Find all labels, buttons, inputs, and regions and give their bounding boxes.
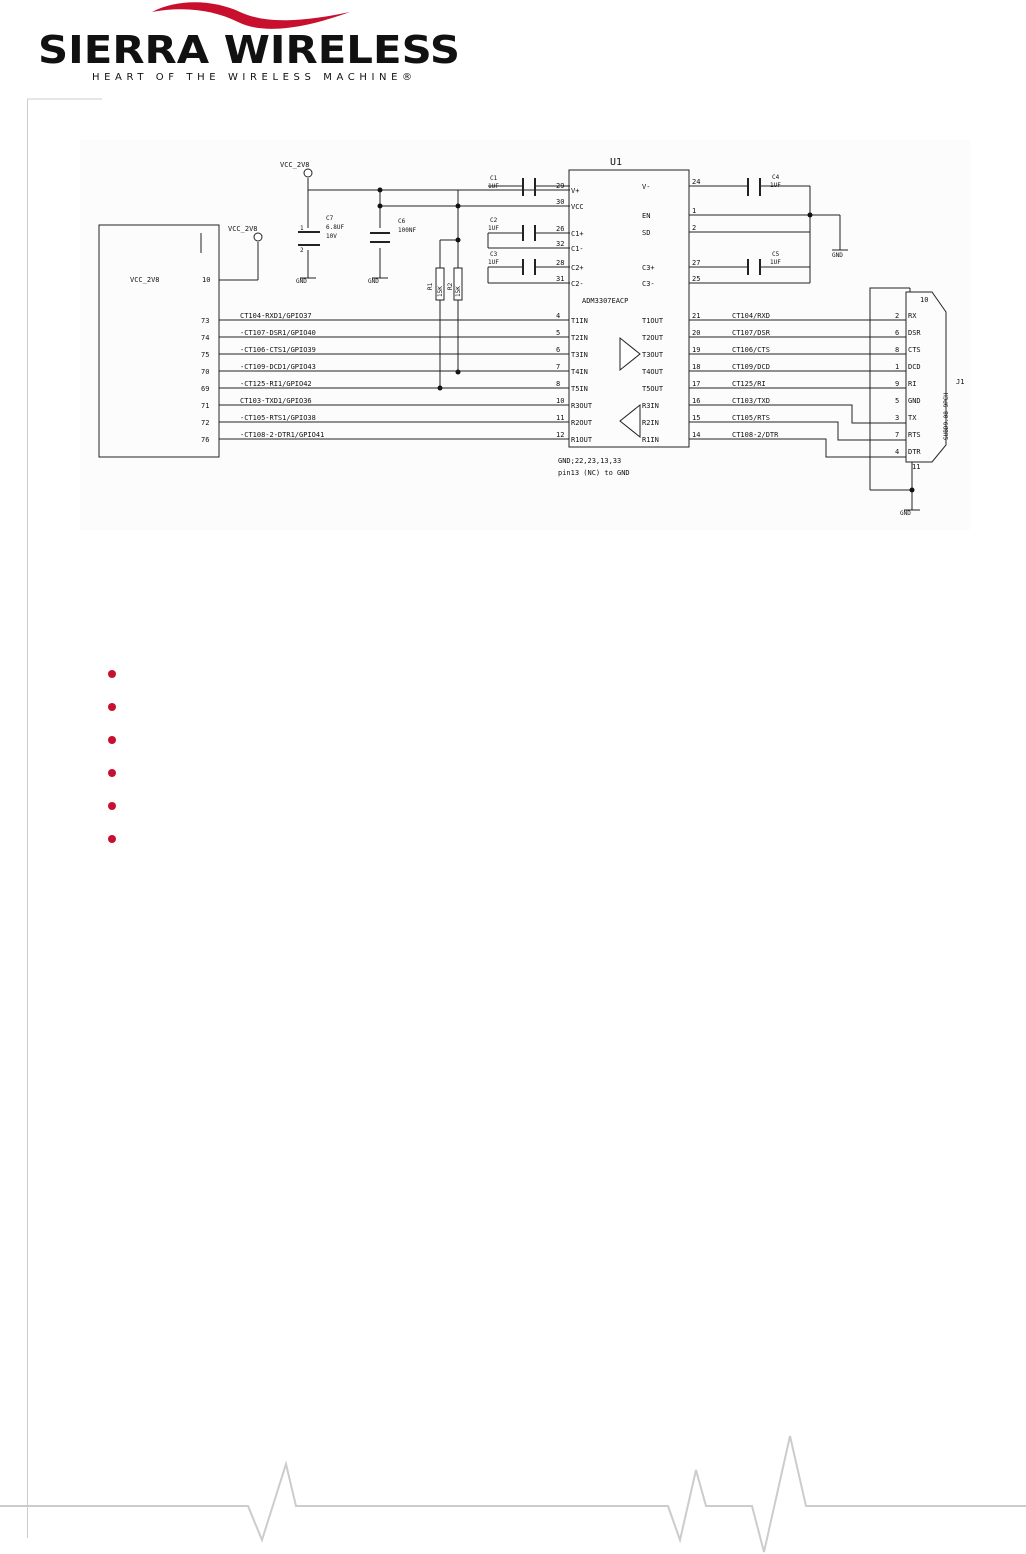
connector-signal-label: CT125/RI — [732, 380, 766, 388]
connector-pin-name: RX — [908, 312, 917, 320]
bullet-dot-icon — [108, 736, 116, 744]
chip-pin-number: 1 — [692, 207, 697, 215]
connector-pin-name: DCD — [908, 363, 921, 371]
module-signal-label: -CT125-RI1/GPIO42 — [240, 380, 312, 388]
chip-pin-number: 7 — [556, 363, 561, 371]
chip-pin-number: 19 — [692, 346, 701, 354]
connector-signal-label: CT109/DCD — [732, 363, 770, 371]
bullet-dot-icon — [108, 802, 116, 810]
connector-signal-label: CT108-2/DTR — [732, 431, 779, 439]
vcc-label-module: VCC_2V8 — [228, 225, 258, 233]
c7-pin-2: 2 — [300, 247, 304, 254]
chip-pin-number: 18 — [692, 363, 701, 371]
chip-pin-name: R3IN — [642, 402, 659, 410]
c4-value: 1UF — [770, 182, 781, 189]
chip-pin-number: 5 — [556, 329, 561, 337]
c3-ref: C3 — [490, 251, 498, 258]
module-pin-number: 75 — [201, 351, 210, 359]
connector-pin-number: 2 — [895, 312, 900, 320]
chip-pin-name: T3IN — [571, 351, 588, 359]
connector-pin-name: DSR — [908, 329, 921, 337]
chip-pin-name: R1IN — [642, 436, 659, 444]
module-signal-label: -CT107-DSR1/GPIO40 — [240, 329, 316, 337]
connector-pin-number: 5 — [895, 397, 900, 405]
chip-pin-name: T1OUT — [642, 317, 664, 325]
connector-signal-label: CT105/RTS — [732, 414, 770, 422]
gnd-label-bottom: GND — [900, 510, 911, 517]
module-pin-number: 70 — [201, 368, 210, 376]
chip-pin-name: T5IN — [571, 385, 588, 393]
chip-pin-name: T3OUT — [642, 351, 664, 359]
chip-pin-number: 14 — [692, 431, 701, 439]
c2-ref: C2 — [490, 217, 498, 224]
r2-ref: R2 — [447, 282, 454, 290]
logo-wordmark: SIERRA WIRELESS — [38, 28, 460, 72]
bullet-dot-icon — [108, 835, 116, 843]
c4-ref: C4 — [772, 174, 780, 181]
logo-tagline: HEART OF THE WIRELESS MACHINE® — [92, 72, 412, 83]
c5-value: 1UF — [770, 259, 781, 266]
chip-pin-number: 28 — [556, 259, 565, 267]
connector-pin-number: 3 — [895, 414, 900, 422]
connector-pin-name: RTS — [908, 431, 921, 439]
connector-pin-name: CTS — [908, 346, 921, 354]
chip-pin-name: C2+ — [571, 264, 584, 272]
chip-pin-number: 30 — [556, 198, 565, 206]
chip-pin-name: SD — [642, 229, 651, 237]
c7-value: 6.8UF — [326, 224, 345, 231]
chip-pin-number: 21 — [692, 312, 701, 320]
chip-pin-number: 11 — [556, 414, 565, 422]
module-signal-label: CT103-TXD1/GPIO36 — [240, 397, 312, 405]
connector-pin-number: 7 — [895, 431, 900, 439]
chip-pin-name: C3- — [642, 280, 655, 288]
chip-pin-name: C1- — [571, 245, 584, 253]
connector-signal-label: CT106/CTS — [732, 346, 770, 354]
chip-pin-number: 29 — [556, 182, 565, 190]
c1-ref: C1 — [490, 175, 498, 182]
chip-pin-number: 31 — [556, 275, 565, 283]
module-signal-label: -CT109-DCD1/GPIO43 — [240, 363, 316, 371]
bullet-dot-icon — [108, 703, 116, 711]
bullet-dot-icon — [108, 670, 116, 678]
chip-pin-number: 2 — [692, 224, 697, 232]
chip-pin-name: C1+ — [571, 230, 584, 238]
gnd-note: GND;22,23,13,33 — [558, 457, 622, 465]
connector-signal-label: CT103/TXD — [732, 397, 770, 405]
gnd-label-c6: GND — [368, 278, 379, 285]
module-pin-number: 73 — [201, 317, 210, 325]
module-vcc-pin: 10 — [202, 276, 211, 284]
chip-pin-name: EN — [642, 212, 651, 220]
connector-pin-number: 6 — [895, 329, 900, 337]
chip-pin-number: 24 — [692, 178, 701, 186]
chip-pin-name: T1IN — [571, 317, 588, 325]
module-signal-label: -CT108-2-DTR1/GPIO41 — [240, 431, 325, 439]
connector-signal-label: CT104/RXD — [732, 312, 770, 320]
bullet-dot-icon — [108, 769, 116, 777]
gnd-label-c7: GND — [296, 278, 307, 285]
module-pin-number: 69 — [201, 385, 210, 393]
connector-pin-4: 4 — [895, 448, 900, 456]
chip-pin-name: R3OUT — [571, 402, 593, 410]
chip-ref-label: U1 — [610, 157, 623, 168]
c7-pin-1: 1 — [300, 225, 304, 232]
c2-value: 1UF — [488, 225, 499, 232]
chip-pin-number: 6 — [556, 346, 561, 354]
pin-note: pin13 (NC) to GND — [558, 469, 630, 477]
chip-pin-name: T2OUT — [642, 334, 664, 342]
chip-pin-number: 16 — [692, 397, 701, 405]
chip-pin-number: 15 — [692, 414, 701, 422]
module-vcc-label: VCC_2V8 — [130, 276, 160, 284]
module-pin-number: 74 — [201, 334, 210, 342]
connector-pin-name: TX — [908, 414, 917, 422]
module-pin-number: 72 — [201, 419, 210, 427]
chip-pin-number: 27 — [692, 259, 701, 267]
connector-signal-label: CT107/DSR — [732, 329, 770, 337]
footer-heartbeat-line — [0, 1430, 1026, 1554]
chip-pin-number: 32 — [556, 240, 565, 248]
chip-pin-name: T4OUT — [642, 368, 664, 376]
chip-pin-name: V+ — [571, 187, 580, 195]
c7-voltage: 10V — [326, 233, 337, 240]
connector-pin-dtr: DTR — [908, 448, 921, 456]
connector-pin-name: RI — [908, 380, 917, 388]
connector-pin-name: GND — [908, 397, 921, 405]
chip-pin-name: R2IN — [642, 419, 659, 427]
connector-pin-11: 11 — [912, 463, 921, 471]
connector-ref: J1 — [956, 378, 965, 386]
chip-pin-number: 20 — [692, 329, 701, 337]
connector-pin-number: 1 — [895, 363, 900, 371]
r1-value: 15K — [437, 286, 444, 297]
chip-pin-number: 17 — [692, 380, 701, 388]
c6-ref: C6 — [398, 218, 406, 225]
rs232-interface-schematic — [80, 140, 970, 530]
module-pin-number: 76 — [201, 436, 210, 444]
connector-pin-number: 9 — [895, 380, 900, 388]
chip-pin-name: VCC — [571, 203, 584, 211]
c6-value: 100NF — [398, 227, 417, 234]
c5-ref: C5 — [772, 251, 780, 258]
c1-value: 1UF — [488, 183, 499, 190]
gnd-label-right: GND — [832, 252, 843, 259]
r1-ref: R1 — [427, 282, 434, 290]
chip-part-label: ADM3307EACP — [582, 297, 629, 305]
vcc-label-top: VCC_2V8 — [280, 161, 310, 169]
chip-pin-name: R1OUT — [571, 436, 593, 444]
chip-pin-number: 26 — [556, 225, 565, 233]
chip-pin-number: 4 — [556, 312, 561, 320]
chip-pin-name: R2OUT — [571, 419, 593, 427]
r2-value: 15K — [455, 286, 462, 297]
chip-pin-name: V- — [642, 183, 651, 191]
chip-pin-number: 12 — [556, 431, 565, 439]
c7-ref: C7 — [326, 215, 334, 222]
chip-pin-number: 25 — [692, 275, 701, 283]
chip-pin-name: T5OUT — [642, 385, 664, 393]
chip-pin-name: T2IN — [571, 334, 588, 342]
logo-swoosh — [152, 2, 350, 29]
module-signal-label: -CT105-RTS1/GPIO38 — [240, 414, 316, 422]
connector-part: SUBD9.08 9PCH — [943, 393, 950, 440]
module-pin-number: 71 — [201, 402, 210, 410]
chip-pin-name: C2- — [571, 280, 584, 288]
sierra-wireless-logo — [0, 0, 480, 95]
c3-value: 1UF — [488, 259, 499, 266]
connector-pin-number: 8 — [895, 346, 900, 354]
module-signal-label: -CT106-CTS1/GPIO39 — [240, 346, 316, 354]
connector-pin-10: 10 — [920, 296, 929, 304]
chip-pin-name: T4IN — [571, 368, 588, 376]
chip-pin-number: 10 — [556, 397, 565, 405]
chip-pin-name: C3+ — [642, 264, 655, 272]
module-signal-label: CT104-RXD1/GPIO37 — [240, 312, 312, 320]
chip-pin-number: 8 — [556, 380, 561, 388]
